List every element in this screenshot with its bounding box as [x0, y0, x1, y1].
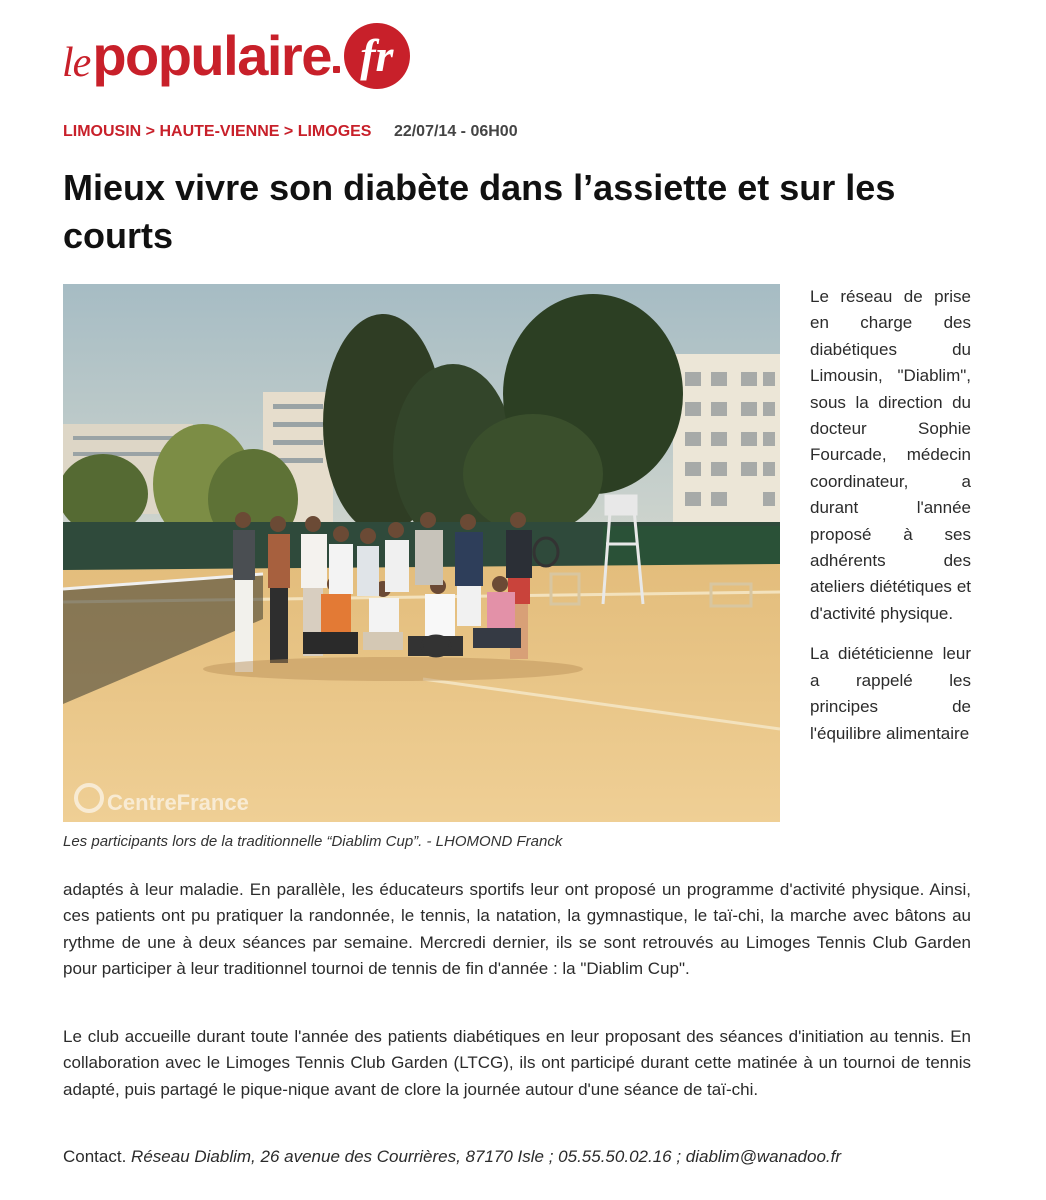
paragraph-1: Le réseau de prise en charge des diabétiques du Limousin, "Diablim", sous la direction du docteur Sophie Fourcade, médecin coordinateur, a durant l'année proposé à ses adhérents des ateliers diététiques et d'activité physique. — [810, 287, 971, 623]
paragraph-2-start: La diététicienne leur a rappelé les principes de l'équilibre alimentaire — [810, 644, 971, 743]
logo-dot — [333, 66, 340, 73]
logo-brand: populaire — [92, 24, 331, 87]
side-column — [810, 284, 971, 747]
group-of-players — [233, 512, 558, 672]
article-photo — [63, 284, 780, 822]
photo-caption: Les participants lors de la traditionnelle “Diablim Cup”. - LHOMOND Franck — [63, 833, 563, 850]
site-logo[interactable] — [62, 18, 502, 94]
logo-fr-badge: fr — [344, 23, 410, 89]
paragraph-3: Le club accueille durant toute l'année des patients diabétiques en leur proposant des séances d'initiation au tennis. En collaboration avec le Limoges Tennis Club Garden (LTCG), ils ont participé durant cette matinée à un tournoi de tennis adapté, puis partagé le pique-nique avant de clore la journée autour d'une séance de taï-chi. — [63, 1027, 971, 1099]
building-right — [673, 354, 780, 524]
publish-date: 22/07/14 - 06H00 — [393, 123, 518, 140]
contact-details[interactable]: Réseau Diablim, 26 avenue des Courrières, 87170 Isle ; 05.55.50.02.16 ; diablim@wanadoo.fr — [131, 1147, 842, 1166]
watermark-text: CentreFrance — [107, 790, 249, 815]
article-title: Mieux vivre son diabète dans l’assiette et sur les courts — [63, 167, 896, 256]
article-meta — [63, 123, 518, 141]
paragraph-2-continuation: adaptés à leur maladie. En parallèle, les éducateurs sportifs leur ont proposé un programme d'activité physique. Ainsi, ces patients ont pu pratiquer la randonnée, le tennis, la natation, la gymnastique, le taï-chi, la marche avec bâtons au rythme de une à deux séances par semaine. Mercredi dernier, ils se sont retrouvés au Limoges Tennis Club Garden pour participer à leur traditionnel tournoi de tennis de fin d'année : la "Diablim Cup". — [63, 880, 971, 979]
contact-paragraph — [63, 1144, 971, 1170]
logo-le: le — [62, 40, 91, 86]
breadcrumb[interactable]: LIMOUSIN > HAUTE-VIENNE > LIMOGES — [63, 123, 372, 140]
contact-label: Contact. — [63, 1147, 127, 1166]
